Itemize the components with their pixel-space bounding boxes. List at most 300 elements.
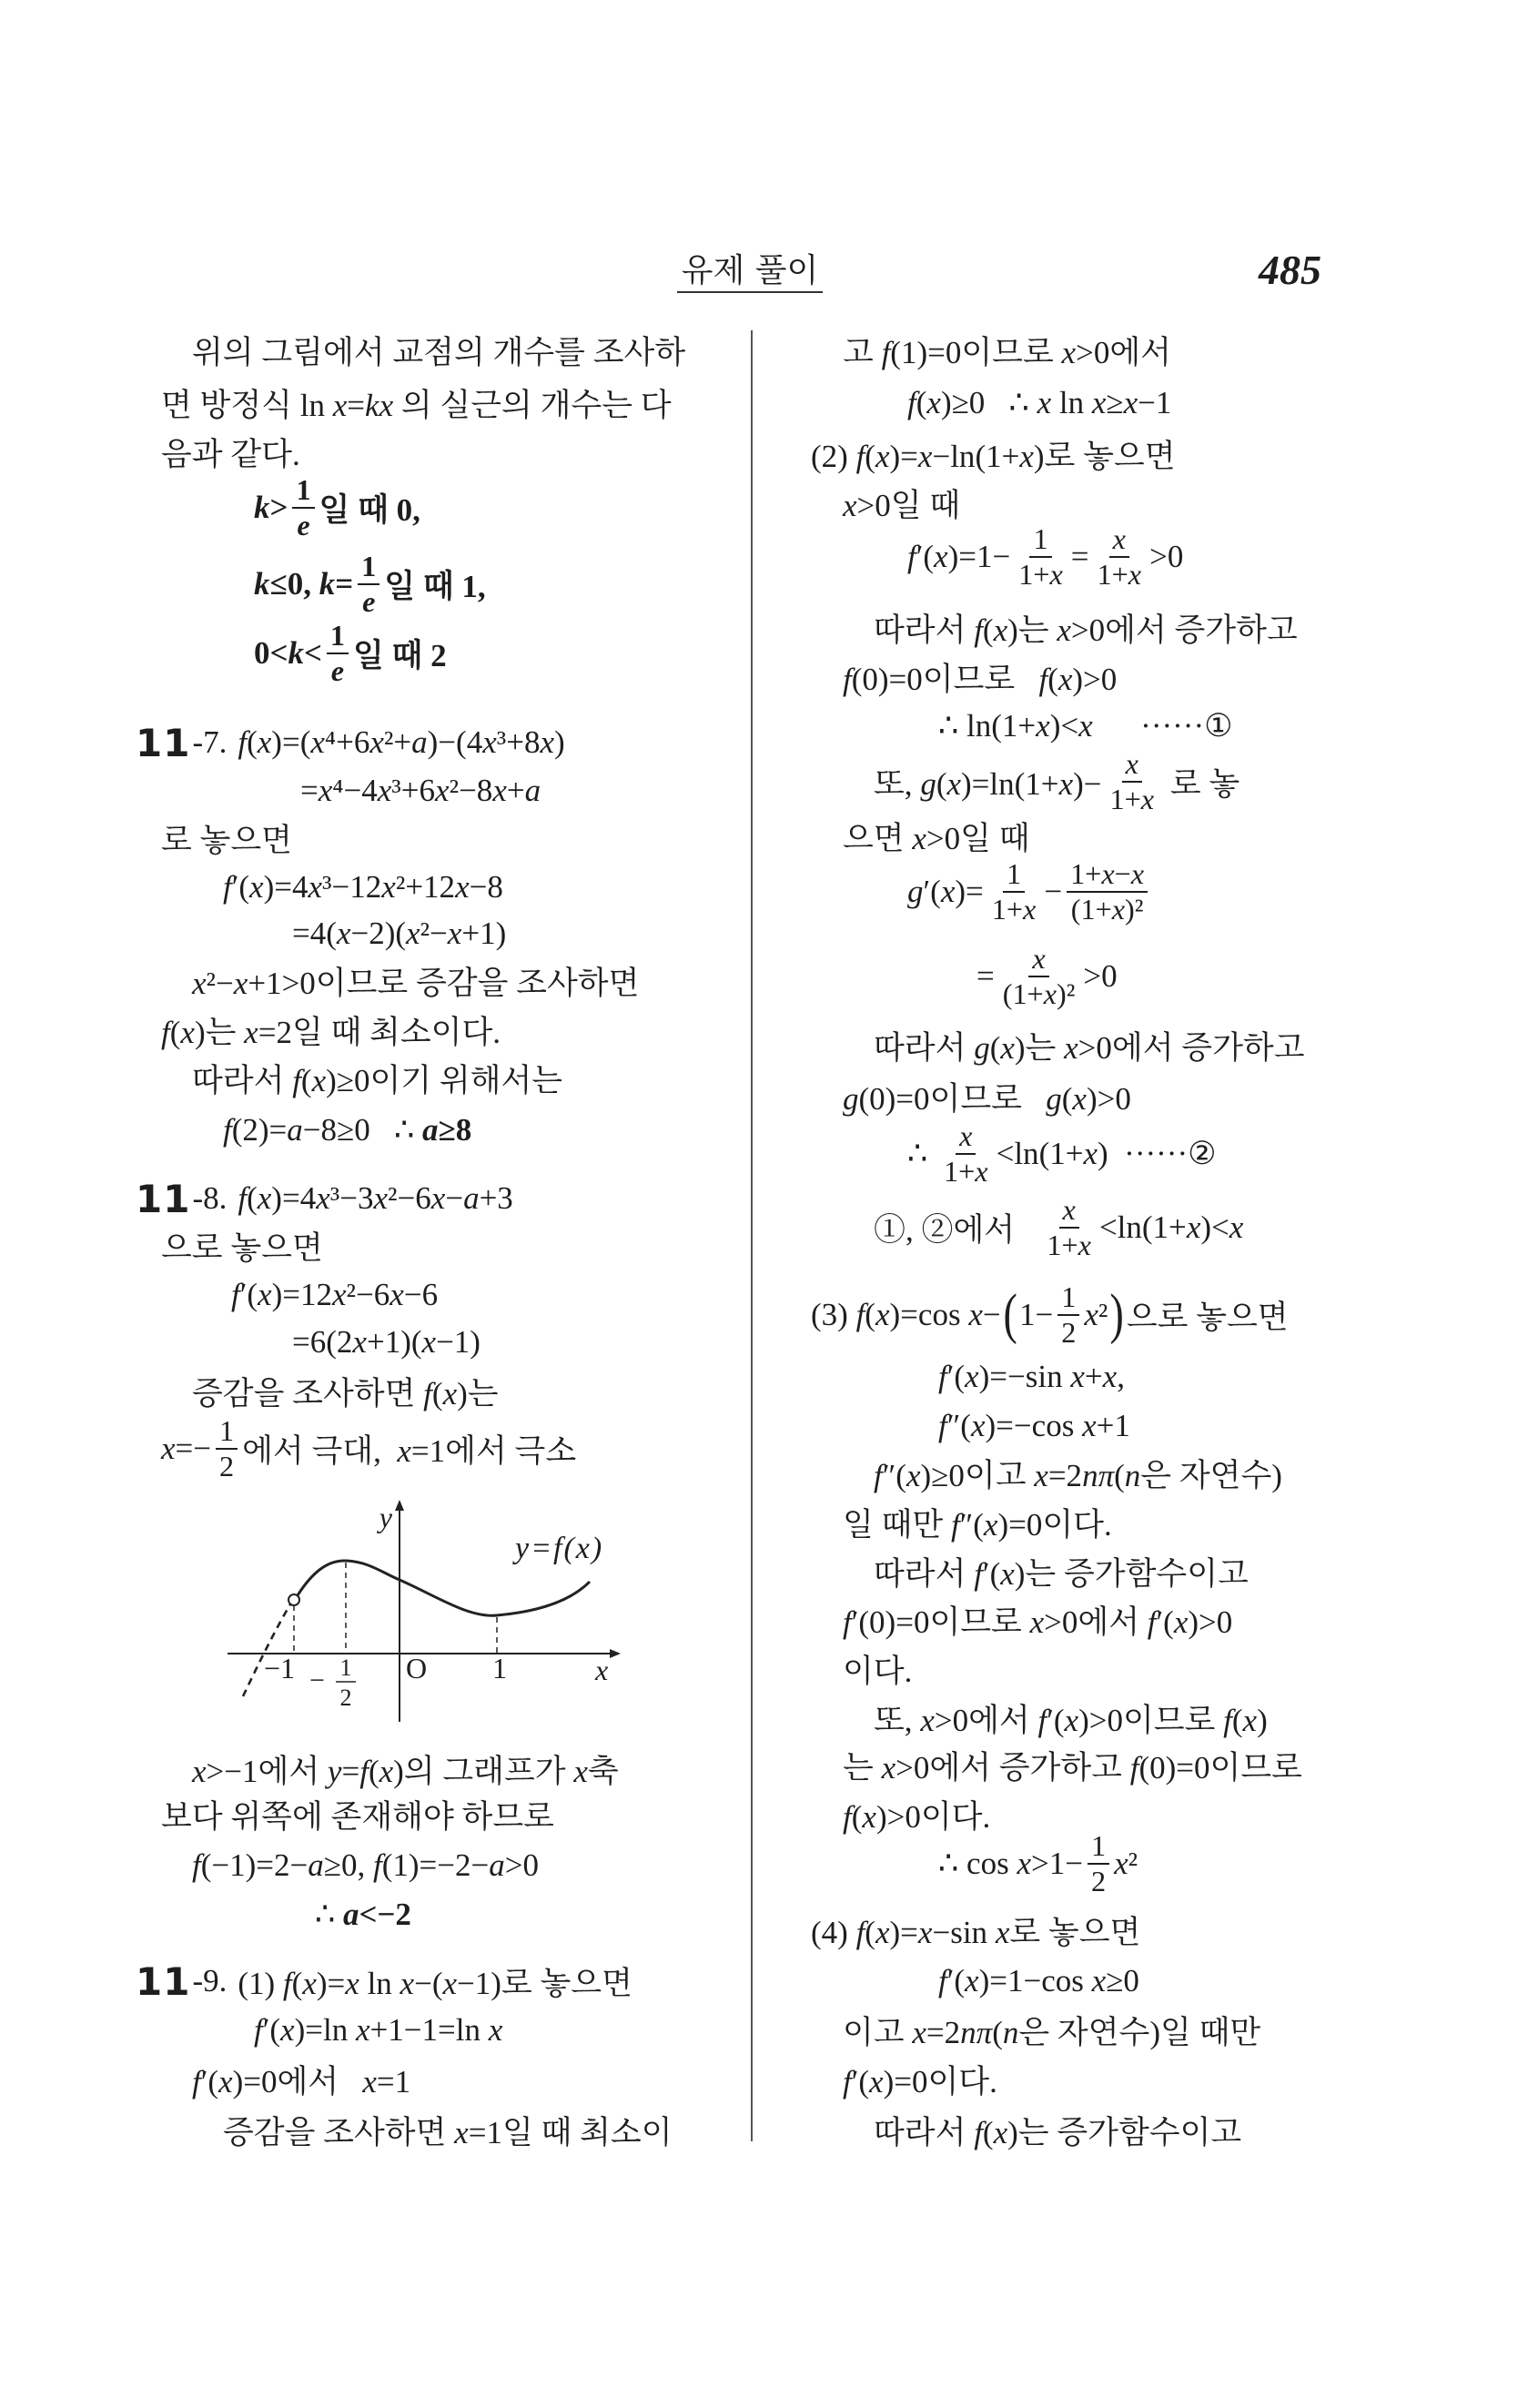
left-column-line <box>192 329 685 372</box>
fraction <box>1067 858 1148 926</box>
math-variable: f <box>192 2064 201 2099</box>
math-variable: f <box>231 1277 240 1312</box>
math-variable: x <box>233 966 248 1001</box>
right-column-line <box>843 1647 912 1691</box>
math-variable: x <box>390 1277 404 1312</box>
math-variable: x <box>249 869 264 905</box>
fraction-denominator: 1+x <box>1097 558 1142 591</box>
right-column-line <box>843 2008 1260 2052</box>
math-variable: x <box>917 439 933 474</box>
open-point <box>288 1594 299 1605</box>
math-variable: x <box>975 1155 988 1188</box>
math-variable: x <box>912 2015 926 2050</box>
text-run: 따라서 f′(x)는 증가함수이고 <box>874 1556 1249 1592</box>
text-run: ∴ cos x>1− <box>938 1846 1083 1881</box>
text-run: 로 놓 <box>1162 766 1240 802</box>
right-column-line <box>938 704 1232 748</box>
text-run: 일 때만 f″(x)=0이다. <box>843 1507 1112 1543</box>
math-variable: g <box>907 874 924 909</box>
math-variable: x <box>192 966 207 1001</box>
math-variable: a <box>308 1847 324 1883</box>
math-variable: x <box>161 1431 176 1466</box>
math-variable: x <box>1101 856 1115 890</box>
right-column-line <box>811 1908 1140 1952</box>
math-variable: x <box>318 773 333 808</box>
math-variable: a <box>343 1897 359 1932</box>
math-variable: x <box>397 1433 411 1469</box>
math-variable: f <box>238 1180 248 1216</box>
fraction <box>1043 1194 1095 1262</box>
curve-label: y=f(x) <box>515 1532 604 1565</box>
math-variable: x <box>1057 662 1073 697</box>
math-variable: x <box>379 1754 394 1789</box>
right-column-line <box>874 1024 1305 1067</box>
math-variable: k <box>365 388 379 423</box>
math-variable: x <box>875 1297 890 1332</box>
left-column-line <box>192 2058 410 2101</box>
math-variable: x <box>1032 941 1046 975</box>
text-run: 이고 x=2nπ(n은 자연수)일 때만 <box>843 2015 1261 2050</box>
math-variable: f <box>974 2115 983 2150</box>
left-column-line <box>192 1747 619 1791</box>
tick-label-one: 1 <box>492 1652 507 1685</box>
right-column-line <box>907 1118 1217 1188</box>
math-variable: x <box>310 724 325 760</box>
math-variable: g <box>974 1030 990 1066</box>
math-variable: f <box>855 1915 865 1950</box>
math-variable: x <box>1114 1846 1128 1881</box>
math-variable: f <box>907 539 916 574</box>
text-run: g′(x)= <box>907 874 984 909</box>
math-variable: f <box>1129 1750 1139 1786</box>
answer: a≥8 <box>422 1112 472 1148</box>
math-variable: f <box>855 439 865 474</box>
text-run: 보다 위쪽에 존재해야 하므로 <box>161 1799 554 1835</box>
fraction-denominator <box>328 654 348 687</box>
math-variable: x <box>912 821 926 856</box>
text-run: 으로 놓으면 <box>1126 1300 1289 1335</box>
text-run: 따라서 f(x)≥0이기 위해서는 <box>192 1063 563 1098</box>
left-column-line <box>136 1959 632 2003</box>
math-variable: f <box>372 1847 382 1883</box>
left-column-line <box>161 1793 554 1836</box>
fraction-numerator <box>1109 523 1129 558</box>
math-variable: x <box>482 724 497 760</box>
math-variable: x <box>1043 977 1057 1010</box>
text-run: f(x)≥0 ∴ x ln x≥x−1 <box>907 385 1172 420</box>
math-variable: x <box>362 2064 377 2099</box>
math-variable: x <box>192 1754 207 1789</box>
text-run: 고 f(1)=0이므로 x>0에서 <box>843 335 1171 370</box>
math-variable: x <box>875 439 890 474</box>
text-run: ( <box>1003 1283 1017 1346</box>
math-variable: x <box>1036 708 1050 744</box>
math-variable: f <box>843 1604 852 1640</box>
math-variable: x <box>1000 1030 1015 1066</box>
left-column-line <box>223 1108 471 1152</box>
math-variable: x <box>1091 385 1107 420</box>
text-run: f″(x)≥0이고 x=2nπ(n은 자연수) <box>874 1458 1282 1493</box>
math-variable: x <box>258 1277 272 1312</box>
math-variable: x <box>435 773 450 808</box>
text-run: f′(0)=0이므로 x>0에서 f′(x)>0 <box>843 1604 1233 1640</box>
text-run: f(0)=0이므로 f(x)>0 <box>843 662 1118 697</box>
math-variable: f <box>974 1556 983 1592</box>
text-run: >0 <box>1149 539 1184 574</box>
math-variable: x <box>881 1750 896 1786</box>
math-variable: x <box>983 1507 998 1543</box>
math-variable: x <box>454 2115 469 2150</box>
problem-number: 11 <box>136 720 191 765</box>
math-variable: x <box>400 1966 415 2001</box>
text-run: = <box>1070 539 1089 574</box>
math-variable: x <box>965 1963 979 1998</box>
math-variable: x <box>180 1015 195 1050</box>
text-run: 으로 놓으면 <box>161 1230 323 1266</box>
math-variable: n <box>1124 1458 1141 1493</box>
text-run: f(x)는 x=2일 때 최소이다. <box>161 1015 501 1050</box>
origin-label: O <box>406 1652 428 1685</box>
right-column-line <box>843 2058 997 2101</box>
right-column-line <box>843 1075 1131 1118</box>
math-variable: f <box>938 1359 947 1394</box>
math-variable: x <box>926 385 941 420</box>
math-variable: x <box>1102 1359 1118 1394</box>
math-variable: x <box>970 1408 986 1443</box>
left-column-line <box>292 912 506 956</box>
text-run: − <box>1044 874 1063 909</box>
math-variable: x <box>1173 1604 1189 1640</box>
fraction <box>358 551 379 619</box>
right-column-line <box>843 1501 1112 1544</box>
math-variable: x <box>1064 1703 1079 1738</box>
right-column-line <box>976 941 1118 1010</box>
math-variable: x <box>302 1966 317 2001</box>
math-variable: x <box>455 869 470 905</box>
text-run: f″(x)=−cos x+1 <box>938 1408 1130 1443</box>
fraction <box>327 620 349 688</box>
text-run: x=− <box>161 1431 212 1466</box>
math-variable: x <box>1242 1703 1258 1738</box>
math-variable: x <box>869 2064 884 2099</box>
math-variable: x <box>1061 335 1077 370</box>
math-variable: x <box>1057 612 1071 648</box>
math-variable: f <box>161 1015 170 1050</box>
math-variable: x <box>1019 439 1034 474</box>
math-variable: f <box>359 1754 369 1789</box>
math-variable: f <box>1147 1604 1157 1640</box>
right-column-line <box>874 1452 1282 1495</box>
math-variable: g <box>1046 1081 1062 1117</box>
fraction-numerator <box>1122 748 1142 783</box>
text-run: x² <box>1114 1846 1138 1881</box>
math-variable: x <box>1029 1604 1045 1640</box>
math-variable: x <box>430 1180 446 1216</box>
math-variable: x <box>1058 766 1074 802</box>
fraction-denominator: 1+x <box>1047 1229 1091 1261</box>
text-run: =4(x−2)(x²−x+1) <box>292 916 507 951</box>
math-variable: f <box>282 1966 292 2001</box>
math-variable: x <box>381 869 396 905</box>
cubic-function-graph <box>209 1492 637 1738</box>
math-variable: f <box>938 1408 947 1443</box>
math-variable: x <box>311 1063 327 1098</box>
math-variable: x <box>218 2064 233 2099</box>
text-run: 위의 그림에서 교점의 개수를 조사하 <box>192 335 686 370</box>
tick-label-minus-half-denominator: 2 <box>339 1685 352 1711</box>
text-run: 일 때 2 <box>353 638 447 673</box>
math-variable: x <box>355 2012 370 2048</box>
math-variable: f <box>292 1063 301 1098</box>
left-column-line <box>192 1370 499 1413</box>
text-run: 으면 x>0일 때 <box>843 821 1030 856</box>
text-run: <ln(1+x) ······② <box>996 1136 1217 1171</box>
math-variable: n <box>960 2015 976 2050</box>
math-variable: x <box>1091 1963 1107 1998</box>
math-variable: f <box>192 1847 201 1883</box>
math-variable: x <box>332 388 348 423</box>
page-number: 485 <box>1259 247 1321 293</box>
right-column-line <box>811 1280 1289 1349</box>
text-run: 음과 같다. <box>161 437 300 472</box>
math-variable: x <box>1112 521 1126 555</box>
text-run: f′(x)=12x²−6x−6 <box>231 1277 439 1312</box>
text-run: 면 방정식 ln x=kx 의 실근의 개수는 다 <box>161 388 672 423</box>
fraction-numerator: 1 <box>292 474 314 509</box>
math-variable: x <box>1064 1030 1078 1066</box>
math-variable: x <box>1186 1209 1201 1245</box>
text-run: 일 때 1, <box>384 569 486 604</box>
math-variable: e <box>330 654 345 687</box>
text-run: f′(x)=1−cos x≥0 <box>938 1963 1139 1998</box>
text-run: 증감을 조사하면 x=1일 때 최소이 <box>223 2115 673 2150</box>
text-run: k≤0, k= <box>254 566 354 602</box>
fraction-numerator: 1 <box>1003 858 1025 893</box>
fraction-denominator: 1+x <box>1109 783 1155 815</box>
text-run: ∴ <box>315 1897 344 1932</box>
math-variable: x <box>369 724 384 760</box>
problem-subnumber: -9. <box>192 1963 228 1998</box>
math-variable: f <box>881 335 891 370</box>
left-column-line <box>254 2008 502 2052</box>
math-variable: x <box>1130 856 1145 890</box>
right-column-line <box>907 856 1152 926</box>
math-variable: x <box>1049 558 1063 591</box>
fraction <box>999 943 1079 1011</box>
text-run: (2) f(x)=x−ln(1+x)로 놓으면 <box>811 439 1176 474</box>
answer: a<−2 <box>343 1897 411 1932</box>
right-column-line <box>938 1828 1138 1897</box>
fraction <box>292 474 314 542</box>
right-column-line <box>811 432 1176 476</box>
left-column-line <box>315 1893 411 1937</box>
fraction-numerator: 1 <box>1057 1281 1079 1316</box>
fraction-denominator <box>359 585 379 618</box>
math-variable: x <box>332 1277 347 1312</box>
text-run: 일 때 0, <box>319 492 420 528</box>
left-column-line <box>161 381 672 425</box>
fraction-denominator: 1+x <box>1018 558 1063 591</box>
text-run: ①, ②에서 <box>874 1212 1039 1248</box>
math-variable: x <box>1083 1136 1098 1171</box>
math-variable: x <box>1111 893 1125 926</box>
math-variable: x <box>316 1180 330 1216</box>
fraction <box>1088 1830 1109 1898</box>
fraction-numerator: 1 <box>358 551 379 585</box>
text-run: =x⁴−4x³+6x²−8x+a <box>300 773 541 808</box>
math-variable: x <box>875 1915 890 1950</box>
math-variable: x <box>968 1297 983 1332</box>
fraction <box>1057 1281 1079 1350</box>
tick-label-minus-half-sign: − <box>309 1665 325 1695</box>
math-variable: x <box>492 773 507 808</box>
problem-number: 11 <box>136 1958 191 2004</box>
right-column-line <box>843 1598 1232 1642</box>
fraction <box>1107 748 1159 816</box>
left-column-line <box>161 816 292 860</box>
left-column-line <box>192 959 639 1003</box>
math-variable: x <box>442 1376 458 1411</box>
text-run: x>0일 때 <box>843 488 961 523</box>
left-column-line <box>300 769 541 813</box>
tick-label-minus-half-numerator: 1 <box>339 1654 352 1681</box>
math-variable: x <box>1229 1209 1244 1245</box>
math-variable: k <box>254 566 270 602</box>
math-variable: x <box>280 2012 295 2048</box>
math-variable: k <box>254 490 270 525</box>
right-column-line <box>874 606 1298 650</box>
fraction-denominator: 2 <box>219 1450 235 1482</box>
text-run: f(x)=(x⁴+6x²+a)−(4x³+8x) <box>238 724 565 760</box>
right-column-line <box>907 381 1171 425</box>
math-variable: x <box>377 773 392 808</box>
math-variable: x <box>906 1458 921 1493</box>
text-run: f(−1)=2−a≥0, f(1)=−2−a>0 <box>192 1847 539 1883</box>
text-run: 증감을 조사하면 f(x)는 <box>192 1376 499 1411</box>
math-variable: g <box>920 766 936 802</box>
math-variable: f <box>950 1507 960 1543</box>
right-column-line <box>874 1696 1268 1740</box>
text-run: 로 놓으면 <box>161 823 292 858</box>
left-column-line <box>254 472 420 541</box>
text-run: (1) f(x)=x ln x−(x−1)로 놓으면 <box>238 1966 632 2001</box>
text-run: f(x)=4x³−3x²−6x−a+3 <box>238 1180 513 1216</box>
math-variable: a <box>524 773 541 808</box>
fraction-denominator: (1+x)² <box>1070 893 1144 926</box>
math-variable: x <box>1078 1229 1091 1261</box>
math-variable: x <box>934 539 948 574</box>
text-run: ∴ ln(1+x)<x ······① <box>938 708 1233 744</box>
math-variable: x <box>1000 1556 1015 1592</box>
math-variable: x <box>1072 1081 1087 1117</box>
fraction-denominator: 2 <box>1090 1865 1107 1897</box>
math-variable: x <box>993 612 1008 648</box>
text-run: 또, g(x)=ln(1+x)− <box>874 766 1102 802</box>
math-variable: x <box>573 1754 588 1789</box>
text-run: f(x)>0이다. <box>843 1799 991 1835</box>
math-variable: e <box>297 509 310 541</box>
math-variable: n <box>1082 1458 1098 1493</box>
math-variable: f <box>843 2064 852 2099</box>
problem-number: 11 <box>136 1176 191 1221</box>
math-variable: x <box>1084 1297 1098 1332</box>
text-run: 따라서 f(x)는 증가함수이고 <box>874 2115 1242 2150</box>
math-variable: x <box>379 388 394 423</box>
fraction <box>216 1415 238 1483</box>
text-run: 1− <box>1019 1297 1054 1332</box>
math-variable: x <box>1034 1458 1048 1493</box>
math-variable: x <box>1070 1359 1085 1394</box>
text-run: f′(x)=1− <box>907 539 1011 574</box>
text-run: =6(2x+1)(x−1) <box>292 1324 481 1360</box>
math-variable: x <box>406 916 420 951</box>
right-column-line <box>843 1744 1302 1787</box>
left-column-line <box>292 1320 481 1364</box>
fraction-numerator <box>1028 943 1048 977</box>
fraction-numerator <box>1059 1194 1079 1229</box>
math-variable: a <box>287 1112 303 1148</box>
math-variable: x <box>843 488 857 523</box>
x-axis-arrow-icon <box>610 1649 621 1658</box>
math-variable: x <box>1017 1846 1031 1881</box>
math-variable: f <box>238 724 248 760</box>
right-column-line <box>843 329 1171 372</box>
math-variable: x <box>442 1966 458 2001</box>
right-column-line <box>874 1550 1249 1594</box>
fraction <box>940 1120 992 1189</box>
fraction-denominator: 2 <box>1061 1316 1077 1349</box>
text-run: x² <box>1084 1297 1108 1332</box>
x-axis-label: x <box>595 1654 609 1686</box>
fraction-numerator: 1 <box>327 620 349 654</box>
y-axis-label: y <box>379 1501 392 1533</box>
fraction-denominator: 1+x <box>944 1155 988 1188</box>
fraction-numerator: 1 <box>1088 1830 1109 1865</box>
right-column-line <box>843 655 1117 699</box>
section-title: 유제 풀이 <box>677 251 823 293</box>
text-run: f′(x)=4x³−12x²+12x−8 <box>223 869 503 905</box>
math-variable: x <box>1125 746 1138 780</box>
text-run: f′(x)=ln x+1−1=ln x <box>254 2012 503 2048</box>
right-column-line <box>938 1355 1125 1399</box>
left-column-line <box>161 1413 577 1482</box>
tick-label-minus-one: −1 <box>264 1652 296 1685</box>
text-run: (3) f(x)=cos x− <box>811 1297 1001 1332</box>
fraction-numerator <box>956 1120 976 1155</box>
right-column-line <box>907 521 1184 591</box>
text-run: 따라서 g(x)는 x>0에서 증가하고 <box>874 1030 1305 1066</box>
math-variable: x <box>244 1015 258 1050</box>
text-run: f′(x)=0이다. <box>843 2064 997 2099</box>
right-column-line <box>938 1404 1130 1448</box>
text-run: ) <box>1109 1283 1125 1346</box>
math-variable: f <box>874 1458 883 1493</box>
text-run: = <box>976 958 995 994</box>
problem-subnumber: -7. <box>192 724 228 760</box>
right-column-line <box>874 1192 1244 1261</box>
math-variable: n <box>1002 2015 1019 2050</box>
math-variable: x <box>995 1915 1010 1950</box>
math-variable: f <box>1037 1703 1047 1738</box>
left-column-line <box>254 549 486 618</box>
left-column-line <box>192 1057 562 1100</box>
text-run: <ln(1+x)<x <box>1098 1209 1244 1245</box>
math-variable: f <box>843 662 852 697</box>
math-variable: π <box>1098 1458 1115 1493</box>
fraction <box>1015 523 1067 592</box>
math-variable: f <box>1038 662 1048 697</box>
math-variable: f <box>254 2012 263 2048</box>
